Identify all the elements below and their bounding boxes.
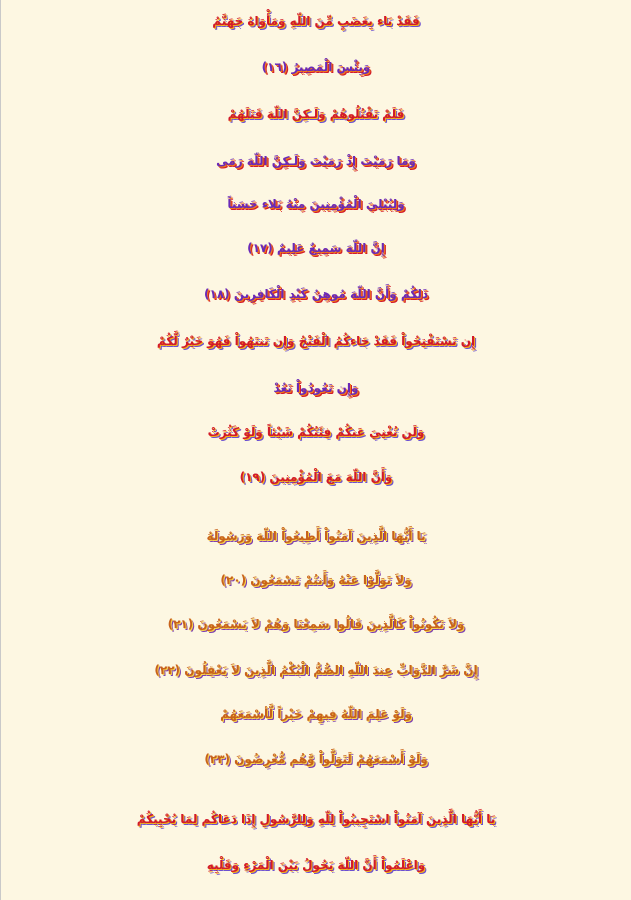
verse-line-17: وَلَوْ أَسْمَعَهُمْ لَتَوَلَّواْ وَّهُم مُّعْرِضُونَ (٢٣) [204, 752, 428, 766]
verse-line-16: وَلَوْ عَلِمَ اللّهُ فِيهِمْ خَيْراً لَّأسْمَعَهُمْ [220, 707, 412, 721]
verse-line-11: وَأَنَّ اللّهَ مَعَ الْمُؤْمِنِينَ (١٩) [239, 470, 393, 484]
verse-line-6: إِنَّ اللّهَ سَمِيعٌ عَلِيمٌ (١٧) [247, 241, 385, 255]
verse-line-19: وَاعْلَمُواْ أَنَّ اللّهَ يَحُولُ بَيْنَ الْمَرْءِ وَقَلْبِهِ [206, 858, 426, 872]
verse-line-14: وَلاَ تَكُونُواْ كَالَّذِينَ قَالُوا سَمِعْنَا وَهُمْ لاَ يَسْمَعُونَ (٢١) [167, 617, 465, 631]
verse-line-12: يَا أَيُّهَا الَّذِينَ آمَنُواْ أَطِيعُواْ اللّهَ وَرَسُولَهُ [206, 529, 426, 543]
verse-line-5: وَلِيُبْلِيَ الْمُؤْمِنِينَ مِنْهُ بَلاء حَسَناً [227, 197, 405, 211]
verse-line-18: يَا أَيُّهَا الَّذِينَ آمَنُواْ اسْتَجِيبُواْ لِلّهِ وَلِلرَّسُولِ إِذَا دَعَاكُم لِمَا يُحْيِيكُمْ [136, 812, 496, 826]
verse-line-8: إِن تَسْتَفْتِحُواْ فَقَدْ جَاءكُمُ الْفَتْحُ وَإِن تَنتَهُواْ فَهُوَ خَيْرٌ لَّكُمْ [156, 334, 476, 348]
verse-line-1: فَقَدْ بَاء بِغَضَبٍ مِّنَ اللّهِ وَمَأْوَاهُ جَهَنَّمُ [212, 14, 420, 28]
verse-line-13: وَلاَ تَوَلَّوْا عَنْهُ وَأَنتُمْ تَسْمَعُونَ (٢٠) [220, 573, 412, 587]
verse-line-15: إِنَّ شَرَّ الدَّوَابِّ عِندَ اللّهِ الصُّمُّ الْبُكْمُ الَّذِينَ لاَ يَعْقِلُونَ (٢٢) [154, 663, 478, 677]
verse-line-7: ذَلِكُمْ وَأَنَّ اللّهَ مُوهِنُ كَيْدِ الْكَافِرِينَ (١٨) [204, 287, 428, 301]
verse-line-10: وَلَن تُغْنِيَ عَنكُمْ فِئَتُكُمْ شَيْئاً وَلَوْ كَثُرَتْ [207, 425, 425, 439]
verse-line-3: فَلَمْ تَقْتُلُوهُمْ وَلَـكِنَّ اللّهَ قَتَلَهُمْ [227, 107, 405, 121]
verse-line-4: وَمَا رَمَيْتَ إِذْ رَمَيْتَ وَلَـكِنَّ اللّهَ رَمَى [216, 154, 416, 168]
verse-line-9: وَإِن تَعُودُواْ نَعُدْ [273, 381, 359, 395]
verse-line-2: وَبِئْسَ الْمَصِيرُ (١٦) [261, 60, 371, 74]
